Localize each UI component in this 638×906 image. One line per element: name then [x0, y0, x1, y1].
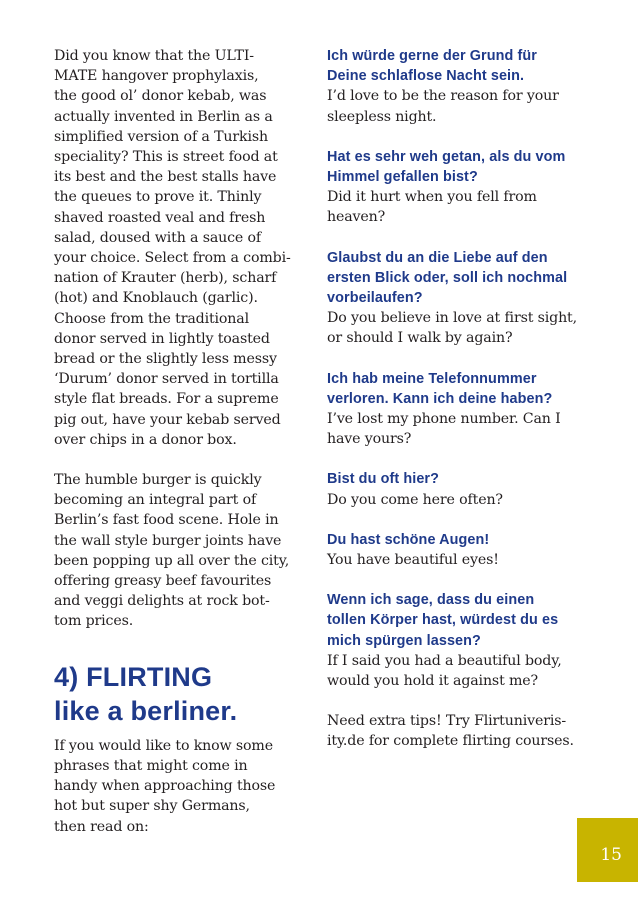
page-number-box: [577, 818, 638, 882]
phrase-block: [327, 530, 619, 570]
english-translation: heaven?: [327, 209, 386, 226]
text-line: over chips in a donor box.: [54, 431, 237, 448]
text-line: simplified version of a Turkish: [54, 128, 268, 145]
text-line: bread or the slightly less messy: [54, 351, 277, 368]
heading-line: 4) FLIRTING: [54, 661, 213, 692]
text-line: then read on:: [54, 818, 149, 835]
kebab-paragraph: [54, 46, 312, 450]
text-line: your choice. Select from a combi-: [54, 250, 291, 267]
text-line: handy when approaching those: [54, 778, 276, 795]
phrase-block: [327, 369, 619, 450]
text-line: the queues to prove it. Thinly: [54, 189, 262, 206]
page-number: 15: [600, 845, 622, 865]
german-phrase: Himmel gefallen bist?: [327, 169, 478, 186]
german-phrase: Du hast schöne Augen!: [327, 531, 490, 548]
german-phrase: verloren. Kann ich deine haben?: [327, 390, 553, 407]
burger-paragraph: [54, 470, 312, 632]
english-translation: Do you come here often?: [327, 491, 503, 508]
phrase-block: [327, 248, 619, 349]
english-translation: I’d love to be the reason for your: [327, 88, 559, 105]
english-translation: have yours?: [327, 431, 412, 448]
phrase-block: [327, 46, 619, 127]
text-line: its best and the best stalls have: [54, 169, 277, 186]
text-line: nation of Krauter (herb), scharf: [54, 270, 277, 287]
intro-paragraph: [54, 736, 312, 837]
text-line: donor served in lightly toasted: [54, 330, 270, 347]
heading-line: like a berliner.: [54, 695, 238, 726]
text-line: hot but super shy Germans,: [54, 798, 250, 815]
german-phrase: Glaubst du an die Liebe auf den: [327, 249, 548, 266]
english-translation: would you hold it against me?: [327, 673, 538, 690]
text-line: ‘Durum’ donor served in tortilla: [54, 371, 279, 388]
text-line: tom prices.: [54, 613, 134, 630]
german-phrase: Ich hab meine Telefonnummer: [327, 370, 537, 387]
german-phrase: Hat es sehr weh getan, als du vom: [327, 148, 566, 165]
tips-paragraph: [327, 711, 619, 751]
text-line: MATE hangover prophylaxis,: [54, 68, 259, 85]
phrase-block: [327, 147, 619, 228]
german-phrase: mich spürgen lassen?: [327, 632, 481, 649]
german-phrase: tollen Körper hast, würdest du es: [327, 612, 559, 629]
english-translation: You have beautiful eyes!: [327, 552, 499, 569]
text-line: style flat breads. For a supreme: [54, 391, 279, 408]
german-phrase: Bist du oft hier?: [327, 471, 440, 488]
german-phrase: Ich würde gerne der Grund für: [327, 48, 537, 64]
text-line: shaved roasted veal and fresh: [54, 209, 266, 226]
phrase-block: [327, 590, 619, 691]
english-translation: sleepless night.: [327, 108, 437, 125]
text-line: and veggi delights at rock bot-: [54, 593, 270, 610]
text-line: the good ol’ donor kebab, was: [54, 88, 267, 105]
text-line: becoming an integral part of: [54, 492, 257, 509]
text-line: If you would like to know some: [54, 737, 273, 754]
right-column: [327, 46, 619, 752]
english-translation: I’ve lost my phone number. Can I: [327, 411, 561, 428]
text-line: actually invented in Berlin as a: [54, 108, 273, 125]
text-line: ity.de for complete flirting courses.: [327, 733, 574, 750]
german-phrase: vorbeilaufen?: [327, 290, 423, 307]
text-line: speciality? This is street food at: [54, 149, 278, 166]
english-translation: Did it hurt when you fell from: [327, 189, 537, 206]
text-line: phrases that might come in: [54, 757, 248, 774]
text-line: Need extra tips! Try Flirtuniveris-: [327, 713, 566, 730]
phrase-block: [327, 469, 619, 509]
text-line: The humble burger is quickly: [54, 472, 262, 489]
english-translation: If I said you had a beautiful body,: [327, 652, 562, 669]
german-phrase: Deine schlaflose Nacht sein.: [327, 68, 525, 85]
text-line: offering greasy beef favourites: [54, 573, 272, 590]
text-line: Berlin’s fast food scene. Hole in: [54, 512, 279, 529]
text-line: been popping up all over the city,: [54, 552, 290, 569]
section-heading: [54, 660, 312, 728]
german-phrase: ersten Blick oder, soll ich nochmal: [327, 269, 568, 286]
text-line: Choose from the traditional: [54, 310, 249, 327]
english-translation: Do you believe in love at first sight,: [327, 310, 577, 327]
english-translation: or should I walk by again?: [327, 330, 513, 347]
text-line: pig out, have your kebab served: [54, 411, 281, 428]
german-phrase: Wenn ich sage, dass du einen: [327, 592, 535, 609]
text-line: Did you know that the ULTI-: [54, 48, 254, 64]
text-line: salad, doused with a sauce of: [54, 229, 262, 246]
text-line: the wall style burger joints have: [54, 532, 282, 549]
text-line: (hot) and Knoblauch (garlic).: [54, 290, 258, 307]
left-column: [54, 46, 312, 837]
